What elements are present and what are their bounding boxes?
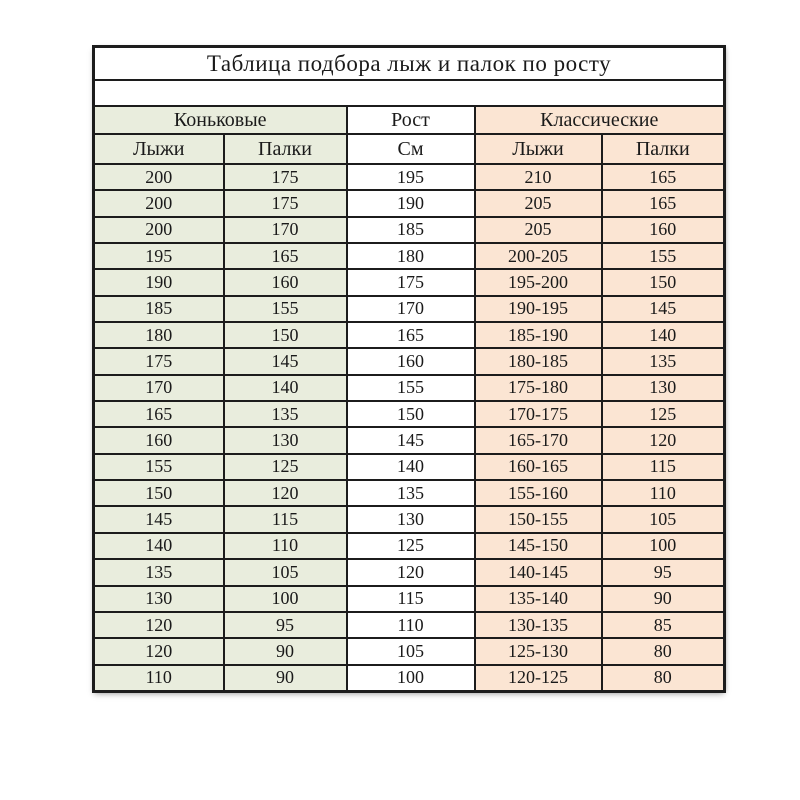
table-row (94, 296, 725, 322)
cell-skate-ski: 185 (94, 296, 224, 322)
cell-classic-pole: 100 (602, 533, 725, 559)
cell-skate-pole: 135 (224, 401, 347, 427)
table-row (94, 401, 725, 427)
cell-height-cm: 105 (347, 638, 475, 664)
cell-classic-ski: 210 (475, 164, 602, 190)
cell-classic-pole: 90 (602, 586, 725, 612)
cell-skate-pole: 110 (224, 533, 347, 559)
cell-height-cm: 120 (347, 559, 475, 585)
cell-classic-ski: 135-140 (475, 586, 602, 612)
table-body (94, 164, 725, 691)
cell-skate-pole: 125 (224, 454, 347, 480)
cell-skate-ski: 165 (94, 401, 224, 427)
cell-skate-ski: 130 (94, 586, 224, 612)
cell-height-cm: 170 (347, 296, 475, 322)
cell-skate-ski: 150 (94, 480, 224, 506)
cell-skate-pole: 100 (224, 586, 347, 612)
cell-skate-ski: 170 (94, 375, 224, 401)
cell-height-cm: 160 (347, 348, 475, 374)
cell-classic-ski: 180-185 (475, 348, 602, 374)
cell-classic-pole: 95 (602, 559, 725, 585)
cell-classic-pole: 165 (602, 164, 725, 190)
cell-classic-ski: 125-130 (475, 638, 602, 664)
table-row (94, 190, 725, 216)
table-row (94, 375, 725, 401)
table-row (94, 612, 725, 638)
cell-skate-pole: 165 (224, 243, 347, 269)
cell-classic-pole: 85 (602, 612, 725, 638)
cell-classic-pole: 150 (602, 269, 725, 295)
cell-skate-ski: 120 (94, 612, 224, 638)
cell-classic-pole: 145 (602, 296, 725, 322)
cell-classic-pole: 80 (602, 665, 725, 692)
cell-skate-ski: 145 (94, 506, 224, 532)
cell-skate-ski: 200 (94, 190, 224, 216)
table-row (94, 506, 725, 532)
cell-classic-ski: 120-125 (475, 665, 602, 692)
cell-height-cm: 130 (347, 506, 475, 532)
cell-skate-pole: 95 (224, 612, 347, 638)
column-header-classic-pole: Палки (602, 134, 725, 164)
cell-classic-ski: 195-200 (475, 269, 602, 295)
table-row (94, 348, 725, 374)
cell-classic-pole: 120 (602, 427, 725, 453)
cell-skate-pole: 160 (224, 269, 347, 295)
table-row (94, 559, 725, 585)
ski-pole-size-table (92, 45, 726, 693)
cell-skate-pole: 115 (224, 506, 347, 532)
group-header-skate: Коньковые (94, 106, 347, 134)
cell-classic-pole: 160 (602, 217, 725, 243)
cell-skate-ski: 120 (94, 638, 224, 664)
table-row (94, 454, 725, 480)
cell-skate-pole: 175 (224, 190, 347, 216)
group-header-height: Рост (347, 106, 475, 134)
spacer-row (94, 80, 725, 106)
cell-skate-pole: 130 (224, 427, 347, 453)
cell-height-cm: 155 (347, 375, 475, 401)
cell-skate-pole: 175 (224, 164, 347, 190)
cell-classic-pole: 165 (602, 190, 725, 216)
cell-skate-ski: 140 (94, 533, 224, 559)
table-row (94, 480, 725, 506)
cell-classic-ski: 145-150 (475, 533, 602, 559)
cell-classic-ski: 140-145 (475, 559, 602, 585)
cell-classic-pole: 110 (602, 480, 725, 506)
cell-skate-ski: 200 (94, 164, 224, 190)
table-row (94, 427, 725, 453)
cell-height-cm: 140 (347, 454, 475, 480)
cell-skate-ski: 135 (94, 559, 224, 585)
cell-classic-ski: 185-190 (475, 322, 602, 348)
table-row (94, 322, 725, 348)
cell-height-cm: 190 (347, 190, 475, 216)
cell-classic-ski: 130-135 (475, 612, 602, 638)
cell-skate-ski: 180 (94, 322, 224, 348)
group-header-row (94, 106, 725, 134)
table-row (94, 638, 725, 664)
table-row (94, 665, 725, 692)
cell-height-cm: 195 (347, 164, 475, 190)
cell-skate-ski: 160 (94, 427, 224, 453)
cell-classic-pole: 135 (602, 348, 725, 374)
cell-skate-ski: 155 (94, 454, 224, 480)
cell-classic-ski: 205 (475, 190, 602, 216)
cell-skate-pole: 105 (224, 559, 347, 585)
cell-classic-ski: 150-155 (475, 506, 602, 532)
cell-skate-ski: 195 (94, 243, 224, 269)
table-head (94, 47, 725, 165)
cell-classic-pole: 130 (602, 375, 725, 401)
cell-classic-ski: 190-195 (475, 296, 602, 322)
column-header-skate-pole: Палки (224, 134, 347, 164)
column-header-row (94, 134, 725, 164)
cell-classic-ski: 205 (475, 217, 602, 243)
cell-skate-pole: 150 (224, 322, 347, 348)
cell-skate-ski: 190 (94, 269, 224, 295)
cell-skate-pole: 155 (224, 296, 347, 322)
cell-classic-ski: 155-160 (475, 480, 602, 506)
cell-height-cm: 180 (347, 243, 475, 269)
table-title: Таблица подбора лыж и палок по росту (94, 47, 725, 81)
cell-classic-ski: 160-165 (475, 454, 602, 480)
cell-height-cm: 115 (347, 586, 475, 612)
column-header-height-cm: См (347, 134, 475, 164)
cell-skate-ski: 200 (94, 217, 224, 243)
group-header-classic: Классические (475, 106, 725, 134)
table-title-row (94, 47, 725, 81)
cell-classic-pole: 125 (602, 401, 725, 427)
cell-height-cm: 150 (347, 401, 475, 427)
cell-classic-ski: 170-175 (475, 401, 602, 427)
cell-classic-pole: 80 (602, 638, 725, 664)
table-row (94, 243, 725, 269)
cell-skate-pole: 140 (224, 375, 347, 401)
table-row (94, 164, 725, 190)
cell-skate-pole: 90 (224, 638, 347, 664)
cell-classic-pole: 115 (602, 454, 725, 480)
cell-classic-ski: 175-180 (475, 375, 602, 401)
cell-skate-pole: 145 (224, 348, 347, 374)
cell-height-cm: 185 (347, 217, 475, 243)
cell-classic-ski: 165-170 (475, 427, 602, 453)
cell-skate-pole: 170 (224, 217, 347, 243)
cell-skate-ski: 175 (94, 348, 224, 374)
column-header-skate-ski: Лыжи (94, 134, 224, 164)
table-row (94, 269, 725, 295)
cell-classic-pole: 155 (602, 243, 725, 269)
cell-skate-ski: 110 (94, 665, 224, 692)
cell-height-cm: 135 (347, 480, 475, 506)
cell-classic-ski: 200-205 (475, 243, 602, 269)
cell-height-cm: 110 (347, 612, 475, 638)
cell-classic-pole: 140 (602, 322, 725, 348)
table-row (94, 217, 725, 243)
cell-height-cm: 175 (347, 269, 475, 295)
cell-skate-pole: 90 (224, 665, 347, 692)
cell-height-cm: 165 (347, 322, 475, 348)
spacer-cell (94, 80, 725, 106)
column-header-classic-ski: Лыжи (475, 134, 602, 164)
cell-height-cm: 125 (347, 533, 475, 559)
cell-height-cm: 100 (347, 665, 475, 692)
cell-height-cm: 145 (347, 427, 475, 453)
table-row (94, 586, 725, 612)
table-row (94, 533, 725, 559)
cell-classic-pole: 105 (602, 506, 725, 532)
cell-skate-pole: 120 (224, 480, 347, 506)
